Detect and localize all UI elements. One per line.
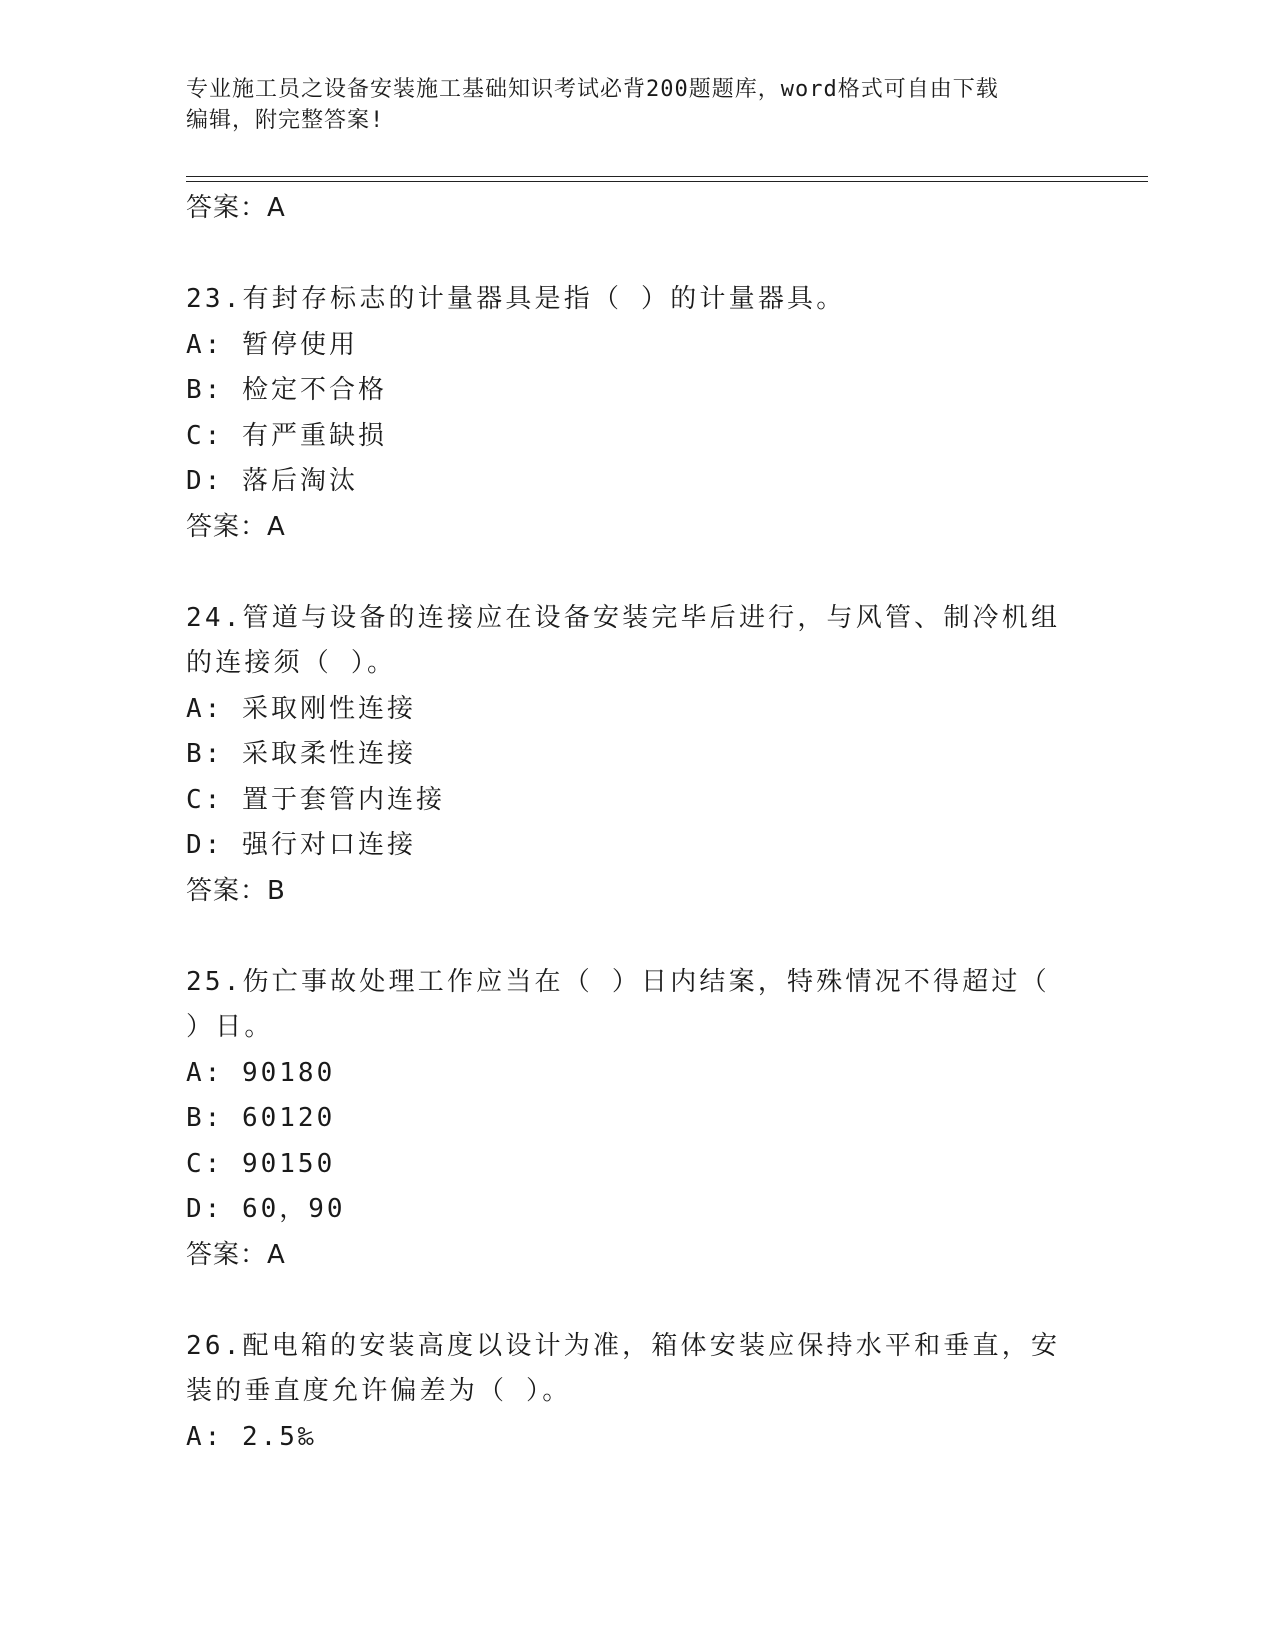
spacer — [186, 914, 1086, 960]
document-header — [186, 74, 1066, 136]
option-b: B: 采取柔性连接 — [186, 739, 416, 769]
option-c: C: 90150 — [186, 1148, 336, 1179]
option-d: D: 落后淘汰 — [186, 466, 358, 496]
option-a: A: 90180 — [186, 1057, 336, 1088]
question-23 — [186, 277, 1086, 550]
header-divider-bottom — [186, 181, 1148, 182]
option-c: C: 有严重缺损 — [186, 420, 387, 451]
option-b: B: 检定不合格 — [186, 375, 387, 405]
question-26 — [186, 1324, 1086, 1461]
option-a: A: 2.5‰ — [186, 1421, 317, 1452]
question-24 — [186, 596, 1086, 915]
question-25 — [186, 960, 1086, 1279]
spacer — [186, 550, 1086, 596]
option-b: B: 60120 — [186, 1103, 336, 1133]
header-title-line-2: 编辑，附完整答案! — [186, 108, 385, 133]
spacer — [186, 1278, 1086, 1324]
question-text: 24.管道与设备的连接应在设备安装完毕后进行，与风管、制冷机组的连接须（ ）。 — [186, 602, 1061, 678]
option-a: A: 暂停使用 — [186, 329, 358, 360]
question-text: 25.伤亡事故处理工作应当在（ ）日内结案，特殊情况不得超过（ ）日。 — [186, 966, 1050, 1042]
option-d: D: 强行对口连接 — [186, 830, 416, 860]
answer-line: 答案：B — [186, 875, 286, 906]
header-title-line-1: 专业施工员之设备安装施工基础知识考试必背200题题库，word格式可自由下载 — [186, 77, 999, 102]
option-d: D: 60，90 — [186, 1194, 346, 1224]
spacer — [186, 232, 1086, 278]
answer-line: 答案：A — [186, 1239, 286, 1270]
answer-line: 答案：A — [186, 511, 286, 542]
option-c: C: 置于套管内连接 — [186, 784, 445, 815]
question-text: 26.配电箱的安装高度以设计为准，箱体安装应保持水平和垂直，安装的垂直度允许偏差为（ ）。 — [186, 1330, 1061, 1406]
header-divider-top — [186, 176, 1148, 177]
question-text: 23.有封存标志的计量器具是指（ ）的计量器具。 — [186, 284, 846, 314]
question-list — [186, 186, 1086, 1460]
option-a: A: 采取刚性连接 — [186, 693, 416, 724]
answer-line: 答案：A — [186, 193, 286, 223]
